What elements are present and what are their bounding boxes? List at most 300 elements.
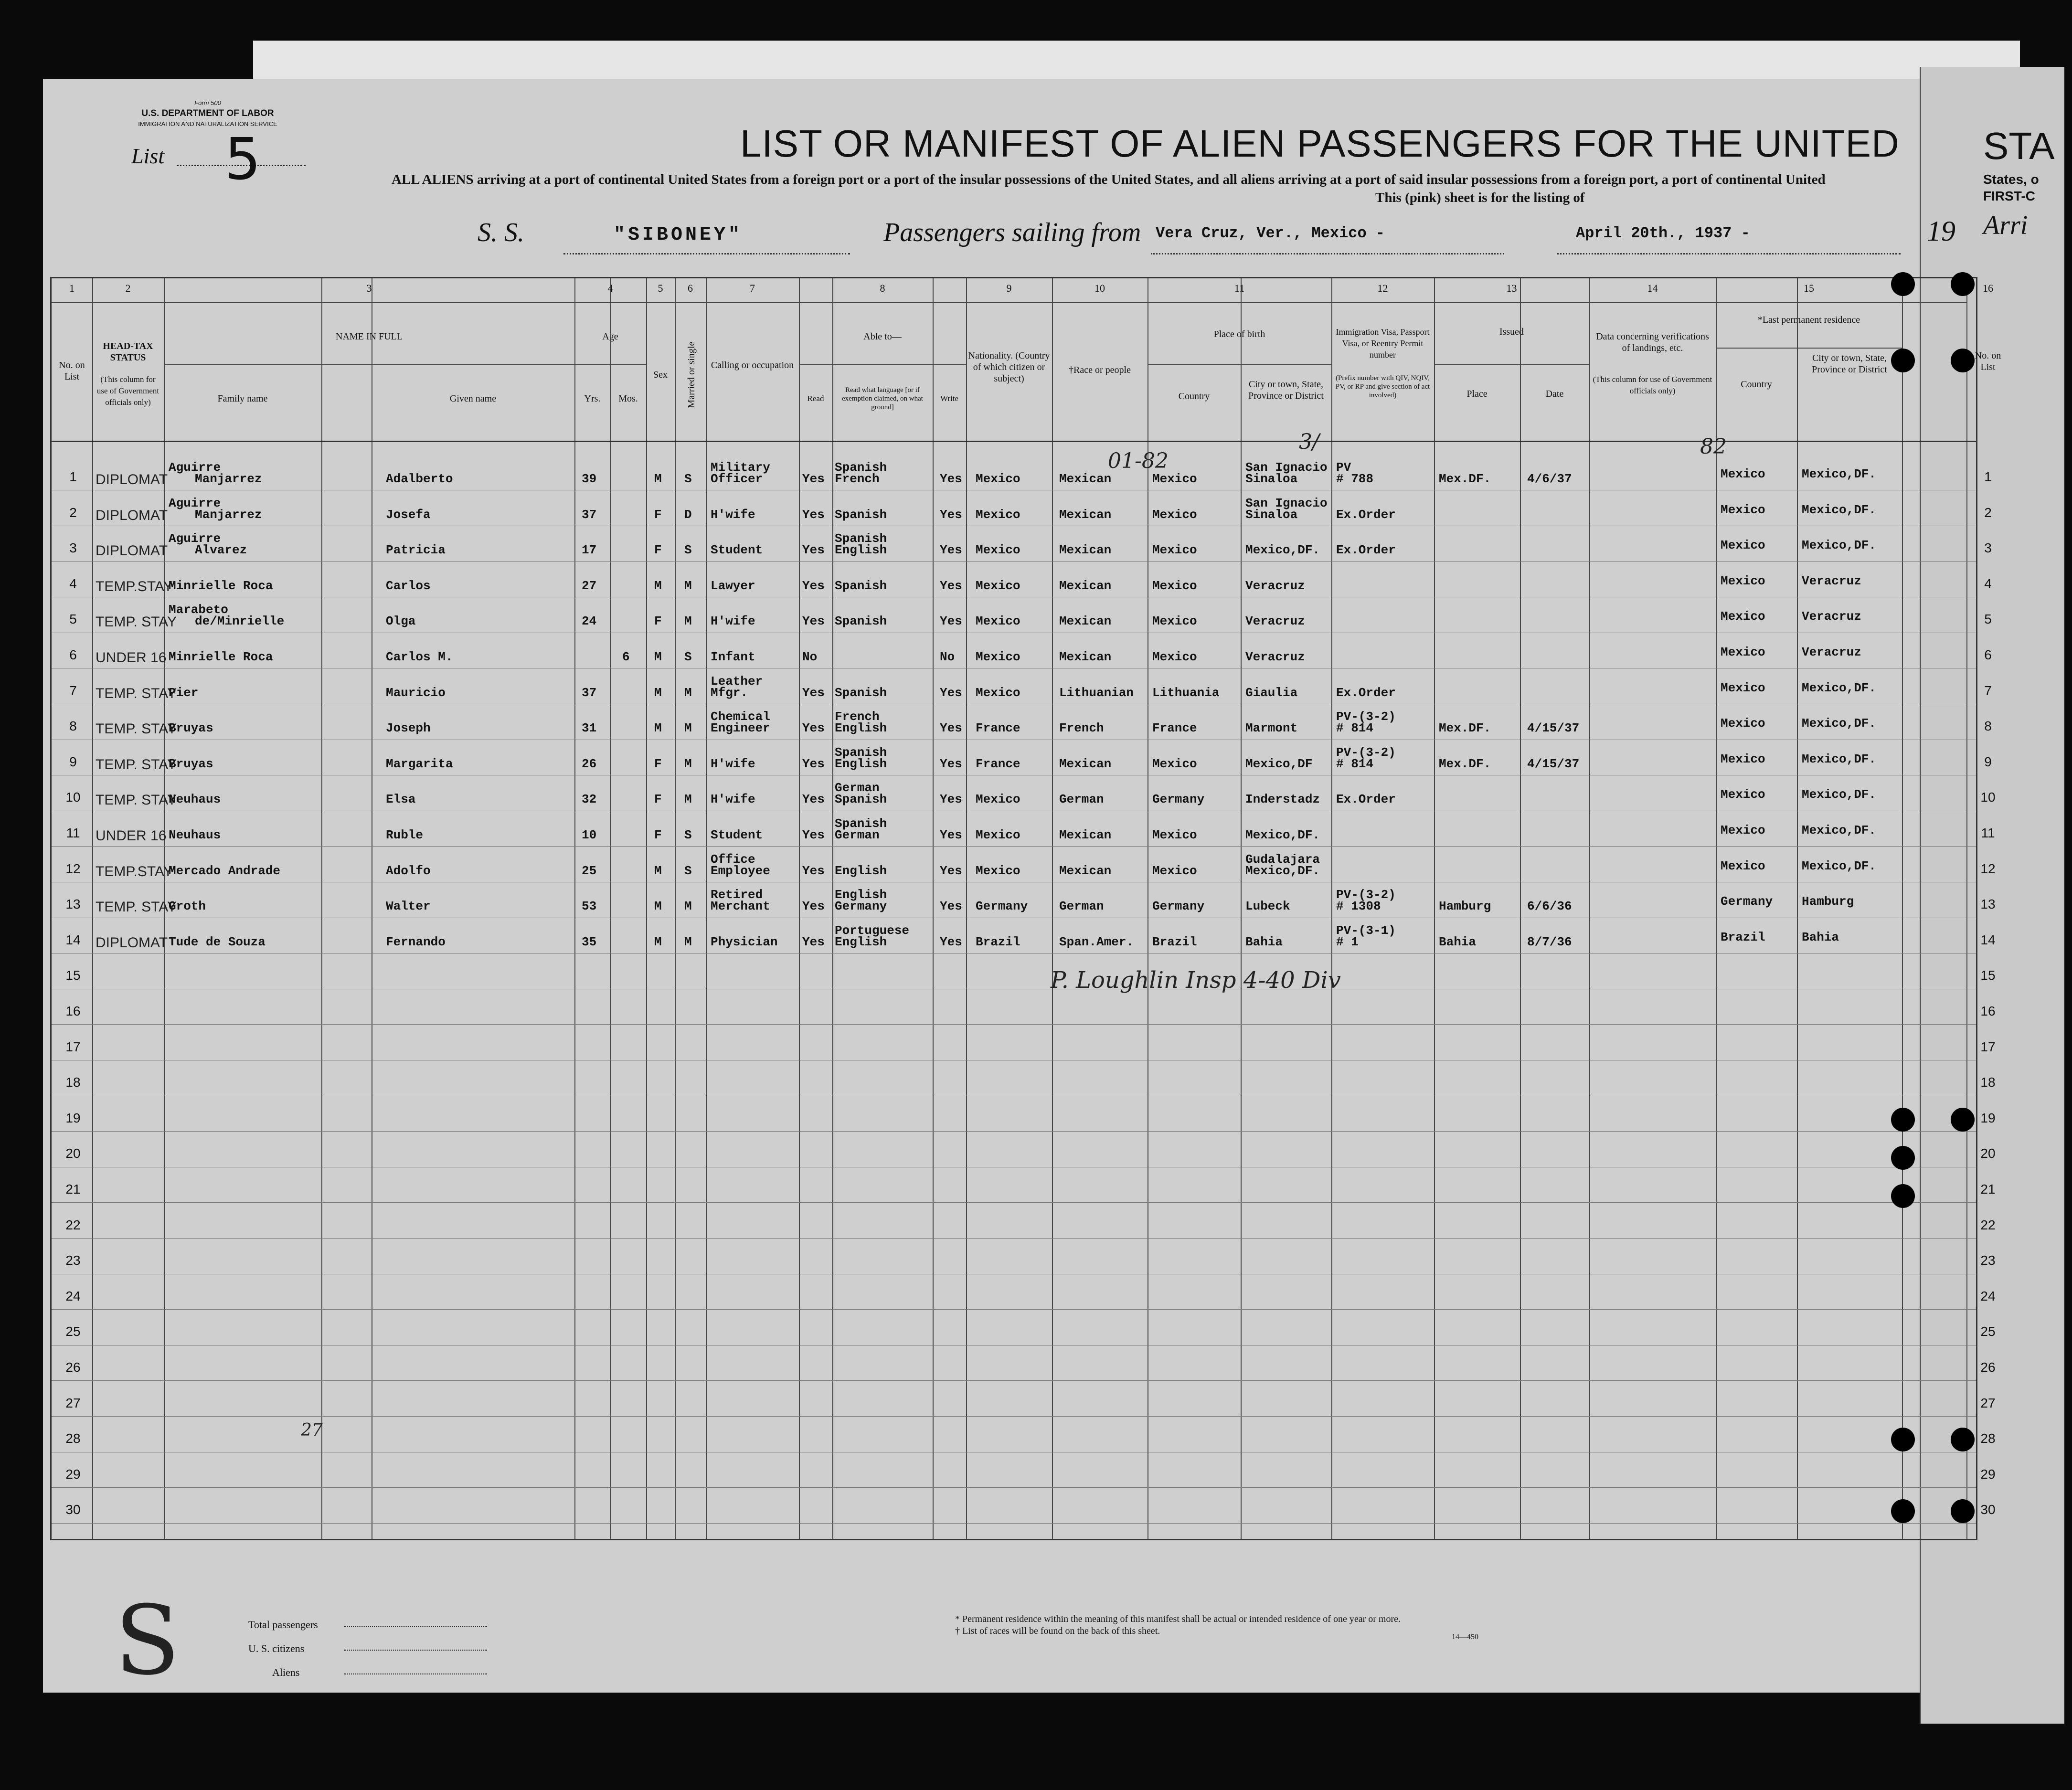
- can-write: Yes: [940, 614, 962, 629]
- visa-number: PV-(3-2): [1336, 710, 1396, 724]
- row-number: 13: [65, 897, 81, 912]
- column-rule: [832, 278, 833, 1539]
- sailing-port: Vera Cruz, Ver., Mexico -: [1156, 224, 1385, 242]
- read-language: Germany: [835, 899, 887, 914]
- col-number: 7: [750, 282, 755, 294]
- column-rule: [1052, 278, 1053, 1539]
- row-number: 11: [66, 826, 80, 840]
- row-number: 17: [65, 1039, 81, 1054]
- margin-mark: S: [115, 1585, 181, 1696]
- race: Span.Amer.: [1059, 934, 1134, 949]
- nationality: Mexico: [976, 650, 1020, 664]
- header-age: Age: [602, 331, 618, 342]
- row-number-right: 24: [1980, 1288, 1996, 1303]
- occupation: Mfgr.: [711, 685, 748, 700]
- col-number: 9: [1006, 282, 1012, 294]
- age-years: 10: [582, 828, 597, 842]
- birth-city: Marmont: [1245, 721, 1298, 736]
- read-language: English: [835, 756, 887, 771]
- age-years: 37: [582, 507, 597, 522]
- punch-hole: [1951, 272, 1975, 296]
- form-code: 14—450: [1452, 1633, 1478, 1641]
- headtax-status: TEMP. STAY: [96, 792, 177, 808]
- page-title: LIST OR MANIFEST OF ALIEN PASSENGERS FOR THE UNITED: [740, 122, 1900, 165]
- header-issued-date: Date: [1545, 389, 1564, 399]
- header-rule: [799, 364, 966, 365]
- occupation: Infant: [711, 650, 755, 664]
- birth-country: Mexico: [1152, 578, 1197, 593]
- row-number-right: 1: [1984, 469, 1992, 484]
- residence-country: Mexico: [1721, 538, 1765, 553]
- can-write: Yes: [940, 721, 962, 736]
- sex: M: [654, 863, 662, 878]
- marital-status: M: [684, 792, 692, 807]
- header-read: Read: [807, 394, 824, 403]
- headtax-status: DIPLOMAT: [96, 543, 168, 559]
- row-number: 8: [69, 719, 77, 734]
- race: German: [1059, 899, 1104, 914]
- issued-date: 6/6/36: [1527, 899, 1572, 914]
- age-months: 6: [622, 650, 630, 664]
- nationality: France: [976, 721, 1020, 736]
- row-number: 22: [65, 1217, 81, 1232]
- nationality: Mexico: [976, 507, 1020, 522]
- residence-country: Mexico: [1721, 502, 1765, 517]
- marital-status: M: [684, 899, 692, 914]
- race: Mexican: [1059, 578, 1112, 593]
- row-number-right: 14: [1980, 932, 1996, 947]
- row-rule: [52, 561, 1976, 562]
- family-name: Manjarrez: [195, 472, 262, 486]
- row-number-right: 27: [1980, 1395, 1996, 1410]
- read-language: German: [835, 781, 880, 795]
- occupation: Military: [711, 460, 770, 475]
- footer-total-label: Total passengers: [248, 1619, 318, 1631]
- col-number: 16: [1983, 282, 1993, 294]
- column-rule: [1241, 278, 1242, 1539]
- age-years: 53: [582, 899, 597, 914]
- race: Mexican: [1059, 863, 1112, 878]
- read-language: Spanish: [835, 507, 887, 522]
- footer-citizens-line: [344, 1650, 487, 1651]
- marital-status: D: [684, 507, 692, 522]
- issued-place: Mex.DF.: [1439, 756, 1491, 771]
- family-name: Minrielle Roca: [169, 578, 273, 593]
- birth-city: Giaulia: [1245, 685, 1298, 700]
- age-years: 24: [582, 614, 597, 629]
- col-number: 5: [658, 282, 663, 294]
- header-no-on-list-right: No. on List: [1975, 350, 2001, 372]
- occupation: H'wife: [711, 507, 755, 522]
- column-rule: [1589, 278, 1590, 1539]
- col-number: 1: [69, 282, 74, 294]
- age-years: 25: [582, 863, 597, 878]
- column-rule: [1966, 278, 1967, 1539]
- age-years: 27: [582, 578, 597, 593]
- row-number: 14: [65, 932, 81, 947]
- given-name: Carlos M.: [386, 650, 453, 664]
- family-name: de/Minrielle: [195, 614, 285, 629]
- occupation: Physician: [711, 934, 778, 949]
- occupation: Chemical: [711, 710, 770, 724]
- row-number-right: 18: [1980, 1075, 1996, 1090]
- header-issued: Issued: [1499, 327, 1524, 337]
- birth-country: Mexico: [1152, 472, 1197, 486]
- adjacent-page-line: Arri: [1983, 211, 2028, 240]
- header-calling: Calling or occupation: [711, 360, 794, 371]
- residence-city: Mexico,DF.: [1802, 467, 1877, 481]
- residence-country: Mexico: [1721, 645, 1765, 659]
- family-name: Aguirre: [169, 531, 221, 546]
- birth-country: Germany: [1152, 899, 1205, 914]
- headtax-status: DIPLOMAT: [96, 507, 168, 523]
- page-subtitle: ALL ALIENS arriving at a port of continental United States from a foreign port or a port of the insular possessions of the United States, and all aliens arriving at a port of said insular possessions from a foreign port, a port of continental United: [392, 172, 1826, 187]
- row-number: 25: [65, 1324, 81, 1339]
- age-years: 39: [582, 472, 597, 486]
- row-number: 2: [69, 505, 77, 520]
- handwritten-note: 01-82: [1108, 449, 1169, 473]
- age-years: 32: [582, 792, 597, 807]
- birth-country: Lithuania: [1152, 685, 1220, 700]
- marital-status: M: [684, 721, 692, 736]
- nationality: Mexico: [976, 614, 1020, 629]
- age-years: 37: [582, 685, 597, 700]
- form-identifier: [115, 98, 301, 129]
- can-read: Yes: [802, 614, 825, 629]
- marital-status: S: [684, 543, 692, 558]
- issued-date: 4/6/37: [1527, 472, 1572, 486]
- header-visa: Immigration Visa, Passport Visa, or Reentry Permit number: [1336, 327, 1430, 360]
- nationality: Mexico: [976, 543, 1020, 558]
- footer-total-line: [344, 1626, 487, 1627]
- header-rule: [574, 364, 646, 365]
- row-number-right: 16: [1980, 1004, 1996, 1018]
- birth-country: Mexico: [1152, 650, 1197, 664]
- family-name: Bruyas: [169, 756, 213, 771]
- family-name: Pier: [169, 685, 199, 700]
- birth-country: Mexico: [1152, 614, 1197, 629]
- given-name: Olga: [386, 614, 416, 629]
- given-name: Mauricio: [386, 685, 446, 700]
- marital-status: S: [684, 650, 692, 664]
- issued-date: 8/7/36: [1527, 934, 1572, 949]
- residence-country: Germany: [1721, 894, 1773, 909]
- occupation: H'wife: [711, 756, 755, 771]
- sex: F: [654, 614, 662, 629]
- age-years: 31: [582, 721, 597, 736]
- can-read: Yes: [802, 543, 825, 558]
- row-number: 20: [65, 1146, 81, 1161]
- row-number-right: 10: [1980, 790, 1996, 805]
- header-rule: [164, 364, 574, 365]
- headtax-status: TEMP. STAY: [96, 899, 177, 915]
- can-write: Yes: [940, 543, 962, 558]
- family-name: Groth: [169, 899, 206, 914]
- row-number-right: 4: [1984, 576, 1992, 591]
- issued-date: 4/15/37: [1527, 756, 1580, 771]
- birth-city: Lubeck: [1245, 899, 1290, 914]
- birth-country: Germany: [1152, 792, 1205, 807]
- family-name: Marabeto: [169, 603, 228, 617]
- visa-number: # 814: [1336, 721, 1374, 736]
- header-read-lang: Read what language [or if exemption claimed, on what ground]: [842, 386, 923, 411]
- residence-city: Mexico,DF.: [1802, 716, 1877, 731]
- header-race: †Race or people: [1069, 365, 1131, 375]
- can-read: Yes: [802, 721, 825, 736]
- given-name: Joseph: [386, 721, 431, 736]
- col-number: 13: [1506, 282, 1517, 294]
- header-rule: [52, 302, 1966, 303]
- row-number: 19: [65, 1110, 81, 1125]
- occupation: H'wife: [711, 614, 755, 629]
- occupation: Engineer: [711, 721, 770, 736]
- row-number-right: 25: [1980, 1324, 1996, 1339]
- headtax-status: TEMP. STAY: [96, 721, 177, 737]
- can-read: Yes: [802, 863, 825, 878]
- can-write: Yes: [940, 507, 962, 522]
- row-number: 27: [65, 1395, 81, 1410]
- row-rule: [52, 1416, 1976, 1417]
- can-read: No: [802, 650, 818, 664]
- can-write: Yes: [940, 792, 962, 807]
- list-number: 5: [224, 127, 261, 193]
- residence-city: Veracruz: [1802, 645, 1861, 659]
- row-number-right: 9: [1984, 754, 1992, 769]
- header-married: Married or single: [686, 341, 697, 408]
- residence-city: Mexico,DF.: [1802, 787, 1877, 802]
- row-number-right: 28: [1980, 1431, 1996, 1446]
- issued-place: Bahia: [1439, 934, 1477, 949]
- row-number: 21: [65, 1182, 81, 1197]
- birth-city: Mexico,DF.: [1245, 543, 1320, 558]
- race: Mexican: [1059, 650, 1112, 664]
- col-number: 10: [1094, 282, 1105, 294]
- sex: F: [654, 507, 662, 522]
- row-number: 18: [65, 1075, 81, 1090]
- birth-country: Mexico: [1152, 828, 1197, 842]
- punch-hole: [1891, 1428, 1915, 1451]
- sailing-date: April 20th., 1937 -: [1576, 224, 1750, 242]
- given-name: Patricia: [386, 543, 446, 558]
- race: Mexican: [1059, 507, 1112, 522]
- birth-city: Veracruz: [1245, 650, 1305, 664]
- family-name: Aguirre: [169, 496, 221, 510]
- race: Mexican: [1059, 614, 1112, 629]
- can-write: Yes: [940, 863, 962, 878]
- row-number-right: 17: [1980, 1039, 1996, 1054]
- residence-country: Mexico: [1721, 680, 1765, 695]
- footnote-races: † List of races will be found on the back of this sheet.: [955, 1626, 1160, 1636]
- given-name: Adolfo: [386, 863, 431, 878]
- read-language: Spanish: [835, 578, 887, 593]
- can-read: Yes: [802, 756, 825, 771]
- birth-city: Inderstadz: [1245, 792, 1320, 807]
- visa-number: PV-(3-1): [1336, 923, 1396, 938]
- given-name: Elsa: [386, 792, 416, 807]
- row-rule: [52, 1131, 1976, 1132]
- visa-number: Ex.Order: [1336, 685, 1396, 700]
- column-rule: [1716, 278, 1717, 1539]
- family-name: Alvarez: [195, 543, 247, 558]
- birth-city: Gudalajara: [1245, 852, 1320, 867]
- column-rule: [646, 278, 647, 1539]
- visa-number: # 1308: [1336, 899, 1381, 914]
- ship-label: S. S.: [478, 218, 524, 247]
- column-rule: [92, 278, 93, 1539]
- column-rule: [799, 278, 800, 1539]
- column-rule: [966, 278, 967, 1539]
- column-rule: [1331, 278, 1332, 1539]
- row-number-right: 30: [1980, 1502, 1996, 1517]
- read-language: Spanish: [835, 685, 887, 700]
- can-write: Yes: [940, 899, 962, 914]
- read-language: English: [835, 721, 887, 736]
- visa-number: Ex.Order: [1336, 543, 1396, 558]
- issued-place: Mex.DF.: [1439, 721, 1491, 736]
- footnote-residence: * Permanent residence within the meaning of this manifest shall be actual or intended residence of one year or more.: [955, 1614, 1401, 1624]
- year-label: 19: [1927, 215, 1955, 247]
- family-name: Manjarrez: [195, 507, 262, 522]
- ship-name: "SIBONEY": [614, 224, 743, 246]
- read-language: French: [835, 710, 880, 724]
- date-line: [1557, 253, 1901, 254]
- row-number-right: 20: [1980, 1146, 1996, 1161]
- family-name: Tude de Souza: [169, 934, 266, 949]
- read-language: Spanish: [835, 614, 887, 629]
- header-yrs: Yrs.: [584, 393, 601, 404]
- row-number-right: 26: [1980, 1360, 1996, 1375]
- marital-status: S: [684, 472, 692, 486]
- marital-status: S: [684, 828, 692, 842]
- can-read: Yes: [802, 578, 825, 593]
- row-number: 29: [65, 1466, 81, 1482]
- punch-hole: [1951, 349, 1975, 372]
- adjacent-page-title: STA: [1983, 125, 2055, 167]
- column-rule: [675, 278, 676, 1539]
- headtax-status: DIPLOMAT: [96, 472, 168, 487]
- nationality: Germany: [976, 899, 1028, 914]
- birth-city: Sinaloa: [1245, 472, 1298, 486]
- nationality: France: [976, 756, 1020, 771]
- adjacent-page-line: FIRST-C: [1983, 189, 2035, 203]
- occupation: Lawyer: [711, 578, 755, 593]
- header-nationality: Nationality. (Country of which citizen or subject): [968, 350, 1050, 384]
- residence-country: Mexico: [1721, 467, 1765, 481]
- issued-place: Mex.DF.: [1439, 472, 1491, 486]
- residence-country: Mexico: [1721, 823, 1765, 837]
- visa-number: # 788: [1336, 472, 1374, 486]
- header-residence-city: City or town, State, Province or District: [1812, 353, 1887, 375]
- residence-city: Veracruz: [1802, 573, 1861, 588]
- birth-country: Mexico: [1152, 543, 1197, 558]
- race: Mexican: [1059, 472, 1112, 486]
- residence-country: Mexico: [1721, 787, 1765, 802]
- row-rule: [52, 846, 1976, 847]
- handwritten-note: 82: [1700, 434, 1727, 459]
- row-number: 16: [65, 1004, 81, 1018]
- sex: F: [654, 756, 662, 771]
- residence-city: Mexico,DF.: [1802, 502, 1877, 517]
- read-language: English: [835, 888, 887, 902]
- occupation: Leather: [711, 674, 763, 688]
- residence-city: Bahia: [1802, 930, 1839, 944]
- row-number-right: 2: [1984, 505, 1992, 520]
- punch-hole: [1891, 1108, 1915, 1132]
- read-language: French: [835, 472, 880, 486]
- header-visa-note: (Prefix number with QIV, NQIV, PV, or RP and give section of act involved): [1335, 374, 1430, 399]
- race: Lithuanian: [1059, 685, 1134, 700]
- headtax-status: UNDER 16: [96, 650, 167, 666]
- header-birth-city: City or town, State, Province or District: [1248, 379, 1324, 401]
- marital-status: M: [684, 578, 692, 593]
- row-rule: [52, 1024, 1976, 1025]
- row-number-right: 7: [1984, 683, 1992, 698]
- family-name: Mercado Andrade: [169, 863, 281, 878]
- column-rule: [321, 278, 322, 1539]
- visa-number: Ex.Order: [1336, 792, 1396, 807]
- form-number: Form 500: [194, 99, 221, 106]
- sex: M: [654, 899, 662, 914]
- birth-city: Mexico,DF.: [1245, 828, 1320, 842]
- footer-aliens-label: Aliens: [272, 1666, 300, 1678]
- birth-city: Mexico,DF.: [1245, 863, 1320, 878]
- marital-status: M: [684, 614, 692, 629]
- can-read: Yes: [802, 899, 825, 914]
- marital-status: M: [684, 685, 692, 700]
- sex: M: [654, 934, 662, 949]
- can-read: Yes: [802, 472, 825, 486]
- punch-hole: [1891, 349, 1915, 372]
- family-name: Bruyas: [169, 721, 213, 736]
- row-number: 15: [65, 968, 81, 983]
- residence-country: Mexico: [1721, 858, 1765, 873]
- birth-country: Mexico: [1152, 863, 1197, 878]
- read-language: English: [835, 934, 887, 949]
- visa-number: # 814: [1336, 756, 1374, 771]
- occupation: Student: [711, 828, 763, 842]
- row-number: 6: [69, 647, 77, 662]
- header-name-in-full: NAME IN FULL: [336, 331, 403, 342]
- birth-city: Mexico,DF: [1245, 756, 1313, 771]
- header-write: Write: [940, 394, 959, 403]
- birth-country: Mexico: [1152, 756, 1197, 771]
- department: U.S. DEPARTMENT OF LABOR: [141, 108, 274, 118]
- visa-number: PV-(3-2): [1336, 888, 1396, 902]
- footer-aliens-line: [344, 1673, 487, 1674]
- read-language: English: [835, 863, 887, 878]
- row-number-right: 3: [1984, 540, 1992, 556]
- read-language: Spanish: [835, 531, 887, 546]
- sex: F: [654, 543, 662, 558]
- header-residence-country: Country: [1741, 379, 1772, 390]
- row-number-right: 13: [1980, 897, 1996, 912]
- visa-number: # 1: [1336, 934, 1359, 949]
- col-number: 11: [1234, 282, 1245, 294]
- sex: M: [654, 578, 662, 593]
- occupation: Merchant: [711, 899, 770, 914]
- column-rule: [1520, 278, 1521, 1539]
- given-name: Josefa: [386, 507, 431, 522]
- read-language: Spanish: [835, 816, 887, 831]
- row-number-right: 8: [1984, 719, 1992, 734]
- residence-city: Veracruz: [1802, 609, 1861, 624]
- header-rule: [1716, 348, 1902, 349]
- service: IMMIGRATION AND NATURALIZATION SERVICE: [138, 120, 277, 127]
- race: German: [1059, 792, 1104, 807]
- read-language: Spanish: [835, 745, 887, 760]
- punch-hole: [1891, 1184, 1915, 1208]
- issued-date: 4/15/37: [1527, 721, 1580, 736]
